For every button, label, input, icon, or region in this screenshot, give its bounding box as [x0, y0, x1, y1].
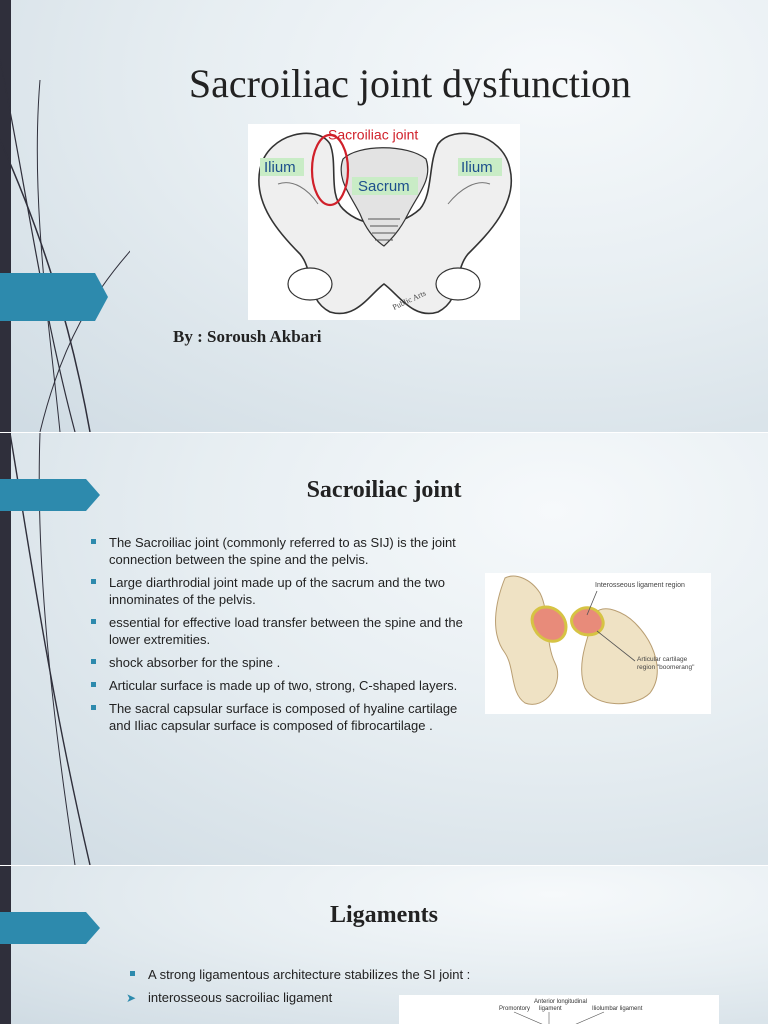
- arrow-bullet-icon: ➤: [126, 991, 137, 1005]
- slide-title: [0, 0, 768, 432]
- bullet-icon: [91, 619, 96, 624]
- slide-ligaments: [0, 866, 768, 1024]
- label-sacroiliac-joint: Sacroiliac joint: [328, 126, 419, 143]
- section-title: Ligaments: [330, 902, 438, 928]
- list-item: essential for effective load transfer between the spine and the lower extremities.: [87, 614, 477, 648]
- bullet-list: [87, 534, 477, 740]
- label-anterior-longitudinal-2: ligament: [539, 1006, 562, 1012]
- list-item: Articular surface is made up of two, strong, C-shaped layers.: [87, 677, 477, 694]
- bullet-icon: [91, 579, 96, 584]
- label-iliolumbar: Iliolumbar ligament: [592, 1006, 643, 1012]
- list-item: A strong ligamentous architecture stabilizes the SI joint :: [126, 966, 526, 983]
- list-item: ➤ interosseous sacroiliac ligament: [126, 990, 333, 1005]
- label-promontory: Promontory: [499, 1006, 531, 1012]
- accent-tab: [0, 273, 108, 321]
- bullet-icon: [91, 659, 96, 664]
- list-item: shock absorber for the spine .: [87, 654, 477, 671]
- sij-cartilage-figure: [485, 573, 711, 714]
- label-sacrum: Sacrum: [358, 178, 410, 195]
- bullet-icon: [91, 705, 96, 710]
- list-item: The sacral capsular surface is composed of hyaline cartilage and Iliac capsular surface is composed of fibrocartilage .: [87, 700, 477, 734]
- label-anterior-longitudinal-1: Anterior longitudinal: [534, 999, 588, 1005]
- ligament-figure: [399, 995, 719, 1024]
- label-cartilage-2: region "boomerang": [637, 664, 695, 671]
- pelvis-figure: [248, 124, 520, 320]
- bullet-icon: [91, 539, 96, 544]
- label-ilium-right: Ilium: [461, 159, 493, 176]
- page-title: Sacroiliac joint dysfunction: [188, 61, 632, 106]
- label-interosseous: Interosseous ligament region: [595, 582, 685, 589]
- sidebar-strip: [0, 866, 11, 1024]
- label-cartilage-1: Articular cartilage: [637, 656, 688, 663]
- label-signature: Public Arts: [391, 288, 428, 312]
- decorative-lines: [0, 0, 130, 432]
- list-item: The Sacroiliac joint (commonly referred to as SIJ) is the joint connection between the spine and the pelvis.: [87, 534, 477, 568]
- section-title: Sacroiliac joint: [306, 477, 462, 503]
- bullet-icon: [91, 682, 96, 687]
- label-ilium-left: Ilium: [264, 159, 296, 176]
- bullet-icon: [130, 971, 135, 976]
- list-item: Large diarthrodial joint made up of the sacrum and the two innominates of the pelvis.: [87, 574, 477, 608]
- slide-sacroiliac-joint: [0, 433, 768, 865]
- author-line: By : Soroush Akbari: [173, 327, 322, 346]
